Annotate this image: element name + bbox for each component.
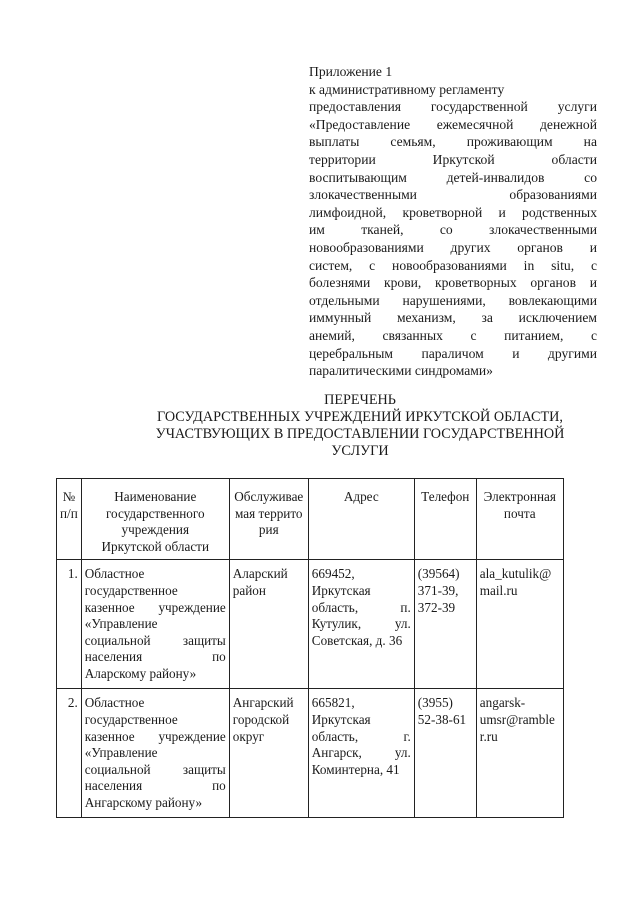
- institution-name: [81, 689, 229, 818]
- cell-text: социальной защиты: [84, 761, 226, 777]
- appendix-line: новообразованиями других органов и: [309, 239, 597, 255]
- cell-text: 669452,: [311, 566, 355, 582]
- cell-text: казенное учреждение: [84, 599, 226, 615]
- cell-text: mail.ru: [479, 582, 518, 598]
- territory: [229, 689, 308, 818]
- header-text: учреждения: [121, 522, 190, 538]
- header-text: Электронная: [483, 489, 556, 504]
- table-header-row: [57, 479, 564, 560]
- cell-text: 371-39,: [417, 582, 459, 598]
- cell-text: Ангарский: [232, 695, 294, 711]
- header-text: мая террито: [235, 505, 303, 521]
- address: [308, 689, 414, 818]
- appendix-line: систем, с новообразованиями in situ, с: [309, 257, 597, 273]
- cell-text: Кутулик, ул.: [311, 616, 411, 632]
- territory: [229, 560, 308, 689]
- header-text: рия: [258, 522, 279, 538]
- cell-text: Иркутская: [311, 711, 371, 727]
- cell-text: казенное учреждение: [84, 728, 226, 744]
- cell-text: umsr@ramble: [479, 711, 555, 727]
- appendix-line: выплаты семьям, проживающим на: [309, 134, 597, 150]
- address: [308, 560, 414, 689]
- header-territory: [229, 479, 308, 560]
- appendix-line: Приложение 1: [309, 64, 393, 79]
- cell-text: Аларскому району»: [84, 665, 197, 681]
- phone: [414, 689, 476, 818]
- appendix-line: иммунный механизм, за исключением: [309, 310, 597, 326]
- cell-text: Коминтерна, 41: [311, 761, 400, 777]
- title-line: ПЕРЕЧЕНЬ: [324, 392, 396, 408]
- appendix-line: воспитывающим детей-инвалидов со: [309, 169, 597, 185]
- document-title: [120, 392, 600, 460]
- header-text: Наименование: [114, 489, 197, 504]
- header-text: Обслуживае: [234, 489, 304, 504]
- cell-text: (39564): [417, 566, 460, 582]
- header-text: №: [62, 489, 76, 504]
- cell-text: «Управление: [84, 616, 158, 632]
- header-text: почта: [503, 505, 536, 521]
- phone: [414, 560, 476, 689]
- header-email: [476, 479, 563, 560]
- cell-text: Областное: [84, 566, 145, 582]
- row-number: 1.: [57, 560, 82, 689]
- cell-text: Ангарск, ул.: [311, 745, 411, 761]
- header-num: [57, 479, 82, 560]
- appendix-line: предоставления государственной услуги: [309, 99, 597, 115]
- cell-text: населения по: [84, 649, 226, 665]
- institution-name: [81, 560, 229, 689]
- row-number: 2.: [57, 689, 82, 818]
- title-line: УЧАСТВУЮЩИХ В ПРЕДОСТАВЛЕНИИ ГОСУДАРСТВЕННОЙ: [155, 426, 565, 442]
- header-text: п/п: [60, 505, 78, 521]
- header-text: Иркутской области: [101, 538, 210, 554]
- appendix-line: паралитическими синдромами»: [309, 363, 493, 379]
- cell-text: 52-38-61: [417, 711, 467, 727]
- cell-text: населения по: [84, 778, 226, 794]
- appendix-line: им тканей, со злокачественными: [309, 222, 597, 238]
- appendix-line: болезнями крови, кроветворных органов и: [309, 275, 597, 291]
- cell-text: 372-39: [417, 599, 456, 615]
- header-text: государственного: [105, 505, 205, 521]
- appendix-line: отдельными нарушениями, вовлекающими: [309, 292, 597, 308]
- header-text: Адрес: [343, 489, 379, 504]
- appendix-line: анемий, связанных с питанием, с: [309, 327, 597, 343]
- header-address: [308, 479, 414, 560]
- appendix-line: территории Иркутской области: [309, 151, 597, 167]
- appendix-line: церебральным параличом и другими: [309, 345, 597, 361]
- cell-text: государственное: [84, 711, 178, 727]
- cell-text: Иркутская: [311, 582, 371, 598]
- cell-text: r.ru: [479, 728, 498, 744]
- cell-text: округ: [232, 728, 265, 744]
- cell-text: Аларский: [232, 566, 288, 582]
- table-row: [57, 689, 564, 818]
- institutions-table: [56, 478, 564, 818]
- title-line: УСЛУГИ: [331, 443, 389, 459]
- cell-text: район: [232, 582, 266, 598]
- cell-text: angarsk-: [479, 695, 526, 711]
- appendix-line: «Предоставление ежемесячной денежной: [309, 116, 597, 132]
- appendix-line: к административному регламенту: [309, 81, 505, 97]
- appendix-line: злокачественными образованиями: [309, 187, 597, 203]
- cell-text: область, г.: [311, 728, 411, 744]
- cell-text: государственное: [84, 582, 178, 598]
- cell-text: 665821,: [311, 695, 355, 711]
- cell-text: «Управление: [84, 745, 158, 761]
- cell-text: Ангарскому району»: [84, 794, 203, 810]
- header-phone: [414, 479, 476, 560]
- cell-text: Советская, д. 36: [311, 632, 403, 648]
- cell-text: Областное: [84, 695, 145, 711]
- cell-text: социальной защиты: [84, 632, 226, 648]
- cell-text: ala_kutulik@: [479, 566, 552, 582]
- cell-text: область, п.: [311, 599, 411, 615]
- appendix-line: лимфоидной, кроветворной и родственных: [309, 204, 597, 220]
- title-line: ГОСУДАРСТВЕННЫХ УЧРЕЖДЕНИЙ ИРКУТСКОЙ ОБЛАСТИ,: [157, 409, 563, 425]
- table-row: [57, 560, 564, 689]
- email: [476, 560, 563, 689]
- header-text: Телефон: [421, 489, 470, 504]
- appendix-header: [309, 63, 597, 380]
- cell-text: (3955): [417, 695, 453, 711]
- header-name: [81, 479, 229, 560]
- cell-text: городской: [232, 711, 290, 727]
- email: [476, 689, 563, 818]
